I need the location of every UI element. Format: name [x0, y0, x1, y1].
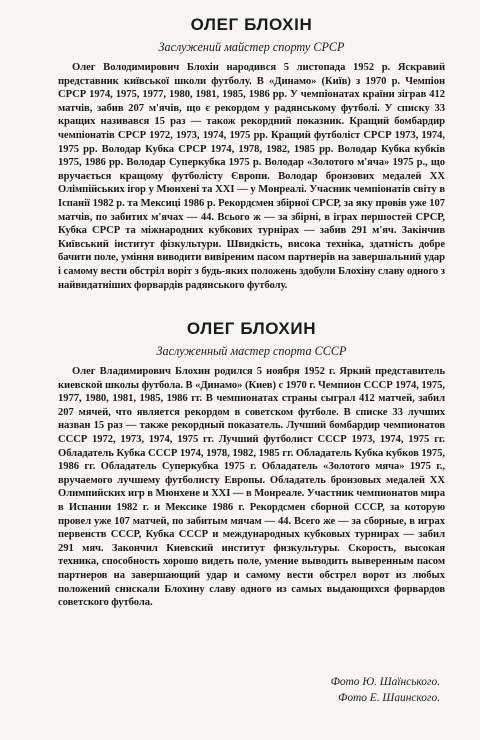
russian-section — [58, 318, 445, 610]
photo-credit-ukrainian: Фото Ю. Шаїнського. — [330, 676, 440, 688]
photo-credit-russian: Фото Е. Шаинского. — [338, 692, 440, 704]
ukrainian-section — [58, 14, 445, 292]
photo-credits — [180, 674, 440, 706]
russian-subtitle: Заслуженный мастер спорта СССР — [156, 344, 347, 358]
ukrainian-title: ОЛЕГ БЛОХІН — [190, 15, 313, 34]
russian-biography: Олег Владимирович Блохин родился 5 ноября 1952 г. Яркий представитель киевской школы футбола. В «Динамо» (Киев) с 1970 г. Чемпион СССР 1974, 1975, 1977, 1980, 1981, 1985, 1986 гг. В чемпионатах страны сыграл 412 матчей, забил 207 мячей, что является рекордом в советском футболе. В списке 33 лучших назван 15 раз — также рекордный показатель. Лучший бомбардир чемпионатов СССР 1972, 1973, 1974, 1975 гг. Лучший футболист СССР 1973, 1974, 1975 гг. Обладатель Кубка СССР 1974, 1978, 1982, 1985 гг. Обладатель Кубка кубков 1975, 1986 гг. Обладатель Суперкубка 1975 г. Обладатель «Золотого мяча» 1975 г., вручаемого лучшему футболисту Европы. Обладатель бронзовых медалей XX Олимпийских игр в Мюнхене и XXI — в Монреале. Участник чемпионатов мира в Испании 1982 г. и Мексике 1986 г. Рекордсмен сборной СССР, за которую провел уже 107 матчей, по забитым мячам — 44. Всего же — за сборные, в играх первенств СССР, Кубка СССР и международных кубковых турнирах — забил 291 мяч. Закончил Киевский институт физкультуры. Скорость, высокая техника, способность хорошо видеть поле, умение выводить выверенным пасом партнеров на завершающий удар и самому вести обстрел ворот из любых положений снискали Блохину славу одного из самых выдающихся форвардов советского футбола. — [58, 366, 445, 609]
ukrainian-biography: Олег Володимирович Блохін народився 5 листопада 1952 р. Яскравий представник київської школи футболу. В «Динамо» (Київ) з 1970 р. Чемпіон СРСР 1974, 1975, 1977, 1980, 1981, 1985, 1986 рр. У чемпіонатах країни зіграв 412 матчів, забив 207 м'ячів, що є рекордом у радянському футболі. У списку 33 кращих називався 15 раз — також рекордний показник. Кращий бомбардир чемпіонатів СРСР 1972, 1973, 1974, 1975 рр. Кращий футболіст СРСР 1973, 1974, 1975 рр. Володар Кубка СРСР 1974, 1978, 1982, 1985 рр. Володар Кубка кубків 1975, 1986 рр. Володар Суперкубка 1975 р. Володар «Золотого м'яча» 1975 р., що вручається кращому футболісту Європи. Володар бронзових медалей XX Олімпійських ігор у Мюнхені та XXI — у Монреалі. Учасник чемпіонатів світу в Іспанії 1982 р. та Мексиці 1986 р. Рекордсмен збірної СРСР, за яку провів уже 107 матчів, по забитих м'ячах — 44. Всього ж — за збірні, в іграх першостей СРСР, Кубка СРСР та міжнародних кубкових турнірах — забив 291 м'яч. Закінчив Київський інститут фізкультури. Швидкість, висока техніка, здатність добре бачити поле, уміння виводити вивіреним пасом партнерів на завершальний удар і самому вести обстріл воріт з будь-яких положень здобули Блохіну славу одного з найвидатніших форвардів радянського футболу. — [58, 62, 445, 291]
russian-title: ОЛЕГ БЛОХИН — [186, 319, 317, 338]
ukrainian-subtitle: Заслужений майстер спорту СРСР — [158, 40, 345, 54]
